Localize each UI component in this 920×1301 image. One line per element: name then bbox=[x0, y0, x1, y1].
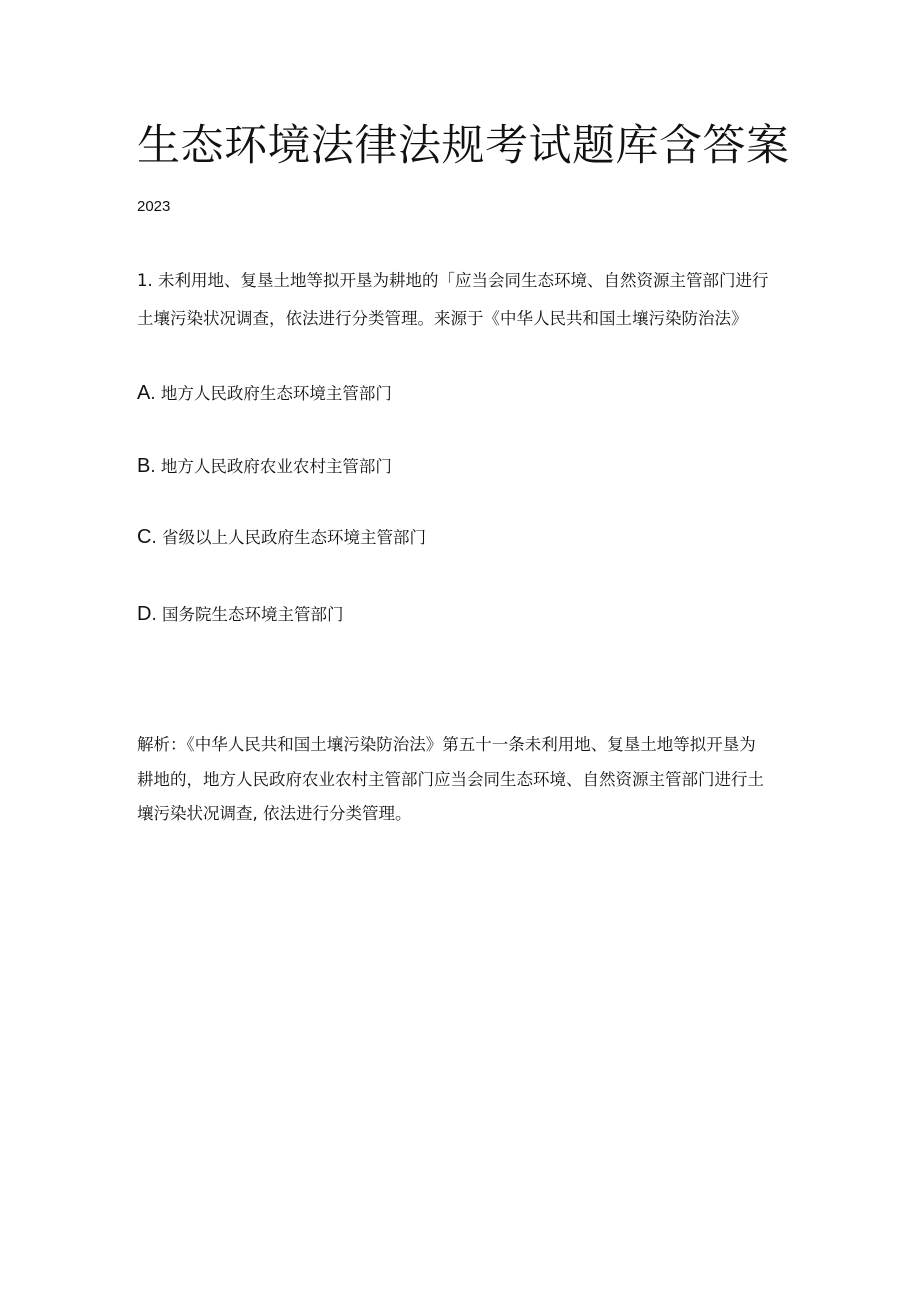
analysis-line: 耕地的，地方人民政府农业农村主管部门应当会同生态环境、自然资源主管部门进行土 bbox=[137, 769, 764, 789]
option-a bbox=[137, 380, 392, 407]
option-letter: D bbox=[137, 603, 152, 625]
option-text: . 省级以上人民政府生态环境主管部门 bbox=[151, 528, 426, 547]
option-text: . 地方人民政府农业农村主管部门 bbox=[150, 457, 392, 476]
option-text: . 国务院生态环境主管部门 bbox=[151, 605, 344, 624]
document-year: 2023 bbox=[137, 198, 171, 215]
option-letter: A bbox=[137, 382, 151, 404]
question-stem bbox=[137, 262, 797, 338]
option-c bbox=[137, 524, 426, 551]
analysis-line: 壤污染状况调查, 依法进行分类管理。 bbox=[137, 804, 412, 823]
option-b bbox=[137, 453, 392, 480]
question-line: 土壤污染状况调查，依法进行分类管理。来源于《中华人民共和国土壤污染防治法》 bbox=[137, 309, 748, 328]
option-text: . 地方人民政府生态环境主管部门 bbox=[150, 384, 392, 403]
document-title: 生态环境法律法规考试题库含答案 bbox=[137, 121, 790, 171]
option-d bbox=[137, 601, 343, 628]
option-letter: C bbox=[137, 526, 152, 548]
analysis-line: 解析：《中华人民共和国土壤污染防治法》第五十一条未利用地、复垦土地等拟开垦为 bbox=[137, 735, 756, 754]
answer-analysis bbox=[137, 728, 797, 832]
question-line: 1. 未利用地、复垦土地等拟开垦为耕地的「应当会同生态环境、自然资源主管部门进行 bbox=[137, 271, 769, 290]
option-letter: B bbox=[137, 455, 151, 477]
